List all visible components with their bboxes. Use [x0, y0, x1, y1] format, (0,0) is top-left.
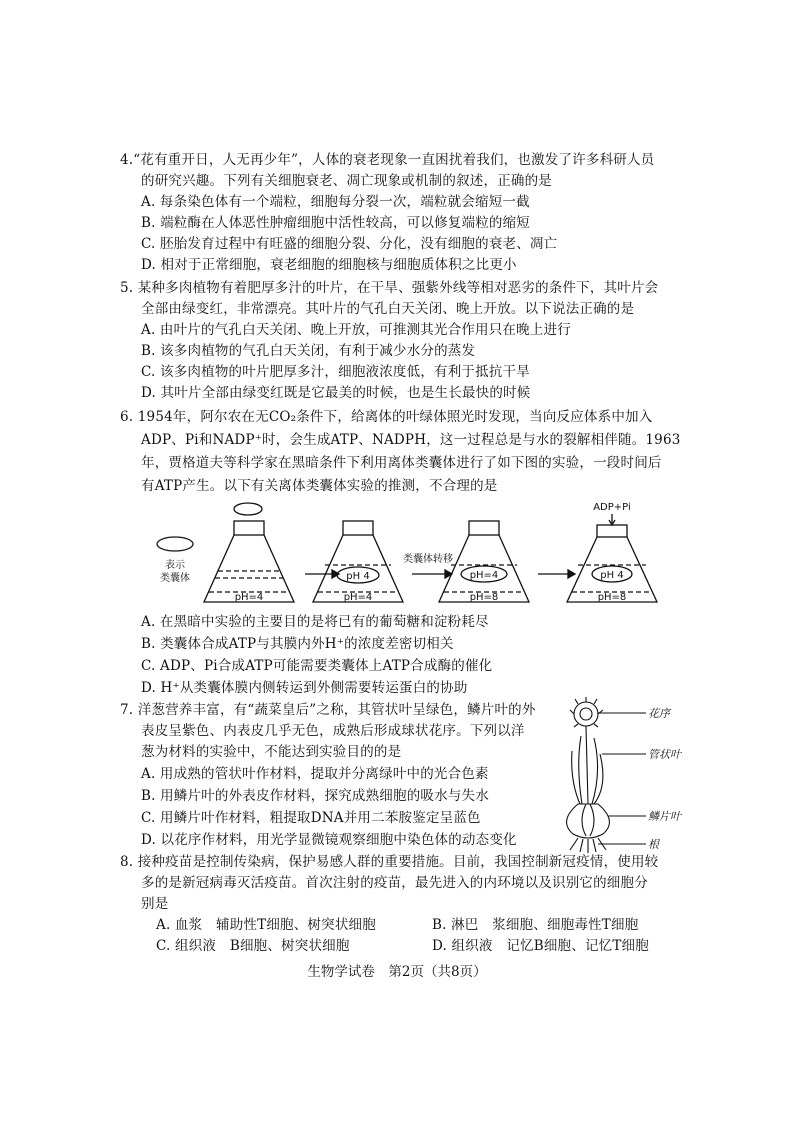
q4-option-a: A. 每条染色体有一个端粒，细胞每分裂一次，端粒就会缩短一截 [141, 194, 530, 210]
label-tubular-leaf: 管状叶 [648, 748, 681, 761]
q7-option-c: C. 用鳞片叶作材料，粗提取DNA并用二苯胺鉴定呈蓝色 [141, 810, 481, 826]
q4-option-b: B. 端粒酶在人体恶性肿瘤细胞中活性较高，可以修复端粒的缩短 [141, 215, 531, 231]
flask-1-ph-label: pH=4 [234, 592, 264, 603]
q8-option-d: D. 组织液 记忆B细胞、记忆T细胞 [432, 938, 649, 954]
q6-option-c: C. ADP、Pi合成ATP可能需要类囊体上ATP合成酶的催化 [141, 658, 493, 674]
q6-stem-line4: 有ATP产生。以下有关离体类囊体实验的推测，不合理的是 [141, 478, 498, 494]
page-footer: 生物学试卷 第2页（共8页） [307, 964, 487, 980]
q7-stem-line1: 7. 洋葱营养丰富，有“蔬菜皇后”之称，其管状叶呈绿色，鳞片叶的外 [120, 702, 536, 718]
q6-option-d: D. H⁺从类囊体膜内侧转运到外侧需要转运蛋白的协助 [141, 680, 468, 696]
q4-stem-line2: 的研究兴趣。下列有关细胞衰老、凋亡现象或机制的叙述，正确的是 [141, 173, 552, 189]
label-inflorescence: 花序 [648, 707, 670, 720]
q6-option-b: B. 类囊体合成ATP与其膜内外H⁺的浓度差密切相关 [141, 636, 454, 652]
flask-4-ph-label: pH=8 [597, 592, 627, 603]
q4-option-d: D. 相对于正常细胞，衰老细胞的细胞核与细胞质体积之比更小 [141, 257, 517, 273]
q5-option-c: C. 该多肉植物的叶片肥厚多汁，细胞液浓度低，有利于抵抗干旱 [141, 364, 530, 380]
q6-stem-line3: 年，贾格道夫等科学家在黑暗条件下利用离体类囊体进行了如下图的实验，一段时间后 [141, 455, 662, 471]
q5-option-a: A. 由叶片的气孔白天关闭、晚上开放，可推测其光合作用只在晚上进行 [141, 322, 571, 338]
thylakoid-legend-icon [157, 537, 193, 551]
flower-stalk [586, 726, 588, 804]
q8-option-c: C. 组织液 B细胞、树突状细胞 [156, 938, 350, 954]
q6-stem-line1: 6. 1954年，阿尔农在无CO₂条件下，给离体的叶绿体照光时发现，当向反应体系中加入 [120, 409, 653, 425]
thylakoid-experiment-figure [140, 496, 660, 608]
tubular-leaf-4 [594, 754, 603, 804]
q5-stem-line1: 5. 某种多肉植物有着肥厚多汁的叶片，在干旱、强紫外线等相对恶劣的条件下，其叶片会 [120, 280, 659, 296]
q8-stem-line1: 8. 接种疫苗是控制传染病，保护易感人群的重要措施。目前，我国控制新冠疫情，使用较 [120, 854, 659, 870]
q6-stem-line2: ADP、Pi和NADP⁺时，会生成ATP、NADPH，这一过程总是与水的裂解相伴随。1963 [141, 432, 681, 448]
bulb [567, 804, 610, 838]
q7-stem-line2: 表皮呈紫色、内表皮几乎无色，成熟后形成球状花序。下列以洋 [141, 723, 525, 739]
inflorescence [570, 697, 603, 727]
flask-2 [313, 521, 403, 602]
q8-stem-line2: 多的是新冠病毒灭活疫苗。首次注射的疫苗，最先进入的内环境以及识别它的细胞分 [141, 875, 648, 891]
q4-stem-line1: 4.“花有重开日，人无再少年”，人体的衰老现象一直困扰着我们，也激发了许多科研人员 [120, 152, 655, 168]
legend-text-2: 类囊体 [160, 573, 190, 584]
flask-3-inner-ph-label: pH=4 [469, 570, 499, 581]
roots [570, 838, 606, 853]
flask-3-ph-label: pH=8 [469, 592, 499, 603]
q5-stem-line2: 全部由绿变红，非常漂亮。其叶片的气孔白天关闭、晚上开放。以下说法正确的是 [141, 301, 635, 317]
flask-1 [204, 503, 294, 602]
flask-4-inner-ph-label: pH 4 [600, 570, 624, 581]
q7-option-d: D. 以花序作材料，用光学显微镜观察细胞中染色体的动态变化 [141, 832, 517, 848]
q7-option-b: B. 用鳞片叶的外表皮作材料，探究成熟细胞的吸水与失水 [141, 788, 489, 804]
q8-stem-line3: 别是 [141, 896, 169, 912]
tubular-leaf-2 [592, 738, 598, 804]
flask-2-inner-ph-label: pH 4 [346, 571, 370, 582]
label-scale-leaf: 鳞片叶 [648, 810, 681, 823]
q8-option-b: B. 淋巴 浆细胞、细胞毒性T细胞 [432, 917, 639, 933]
legend-text-1: 表示 [165, 560, 185, 571]
q5-option-b: B. 该多肉植物的气孔白天关闭，有利于减少水分的蒸发 [141, 343, 476, 359]
q7-stem-line3: 葱为材料的实验中，不能达到实验目的的是 [141, 744, 402, 760]
flask-2-ph-label: pH=4 [343, 592, 373, 603]
transfer-label: 类囊体转移 [403, 554, 453, 565]
flask-4 [567, 514, 657, 602]
q7-option-a: A. 用成熟的管状叶作材料，提取并分离绿叶中的光合色素 [141, 766, 489, 782]
onion-plant-figure [548, 696, 698, 856]
label-root: 根 [648, 838, 659, 851]
flask-4-top-label: ADP+Pi [593, 502, 631, 513]
q4-option-c: C. 胚胎发育过程中有旺盛的细胞分裂、分化，没有细胞的衰老、凋亡 [141, 236, 558, 252]
q8-option-a: A. 血浆 辅助性T细胞、树突状细胞 [156, 917, 376, 933]
q6-option-a: A. 在黑暗中实验的主要目的是将已有的葡萄糖和淀粉耗尽 [141, 614, 489, 630]
q5-option-d: D. 其叶片全部由绿变红既是它最美的时候，也是生长最快的时候 [141, 385, 531, 401]
tubular-leaf-1 [579, 736, 582, 804]
